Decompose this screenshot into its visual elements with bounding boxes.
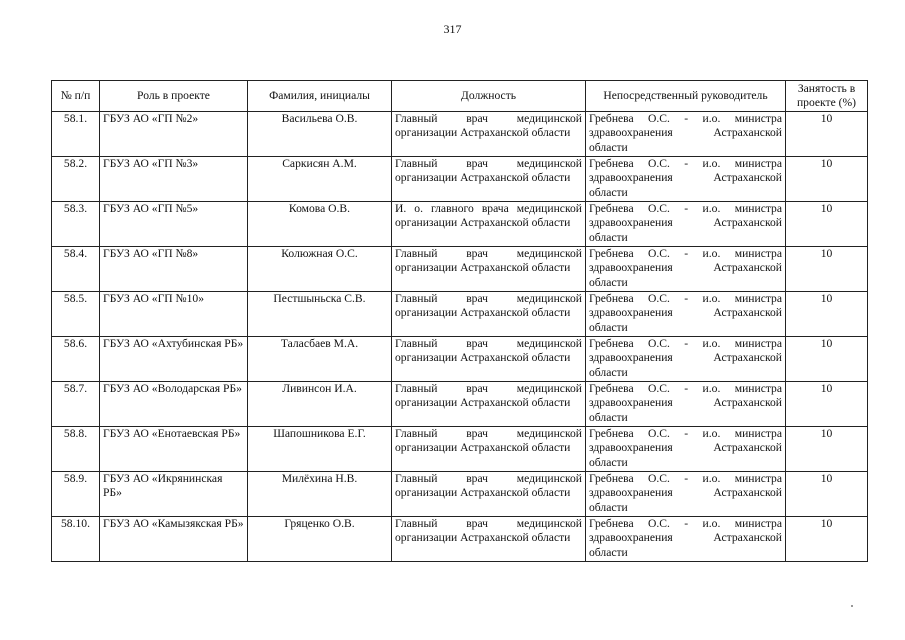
cell-position: Главный врач медицинской организации Астраханской области <box>392 427 586 472</box>
cell-position: Главный врач медицинской организации Астраханской области <box>392 472 586 517</box>
table-row <box>52 112 868 157</box>
cell-num: 58.4. <box>52 247 100 292</box>
cell-supervisor: Гребнева О.С. - и.о. министра здравоохранения Астраханской области <box>586 112 786 157</box>
cell-load: 10 <box>786 517 868 562</box>
cell-load: 10 <box>786 292 868 337</box>
cell-num: 58.2. <box>52 157 100 202</box>
table-body <box>52 112 868 562</box>
cell-role: ГБУЗ АО «Камызякская РБ» <box>100 517 248 562</box>
cell-role: ГБУЗ АО «ГП №10» <box>100 292 248 337</box>
cell-name: Шапошникова Е.Г. <box>248 427 392 472</box>
cell-num: 58.7. <box>52 382 100 427</box>
cell-position: Главный врач медицинской организации Астраханской области <box>392 157 586 202</box>
cell-name: Ливинсон И.А. <box>248 382 392 427</box>
cell-name: Гряценко О.В. <box>248 517 392 562</box>
cell-num: 58.3. <box>52 202 100 247</box>
header-row <box>52 81 868 112</box>
cell-name: Таласбаев М.А. <box>248 337 392 382</box>
header-load: Занятость в проекте (%) <box>786 81 868 112</box>
cell-name: Комова О.В. <box>248 202 392 247</box>
header-supervisor: Непосредственный руководитель <box>586 81 786 112</box>
cell-position: Главный врач медицинской организации Астраханской области <box>392 247 586 292</box>
project-team-table <box>51 80 868 562</box>
cell-num: 58.6. <box>52 337 100 382</box>
cell-num: 58.5. <box>52 292 100 337</box>
cell-role: ГБУЗ АО «Ахтубинская РБ» <box>100 337 248 382</box>
cell-num: 58.1. <box>52 112 100 157</box>
table-row <box>52 517 868 562</box>
cell-role: ГБУЗ АО «ГП №3» <box>100 157 248 202</box>
cell-position: Главный врач медицинской организации Астраханской области <box>392 382 586 427</box>
cell-role: ГБУЗ АО «ГП №8» <box>100 247 248 292</box>
cell-supervisor: Гребнева О.С. - и.о. министра здравоохранения Астраханской области <box>586 382 786 427</box>
stray-mark <box>851 605 853 607</box>
cell-position: И. о. главного врача медицинской организации Астраханской области <box>392 202 586 247</box>
cell-load: 10 <box>786 112 868 157</box>
page-number: 317 <box>443 22 462 36</box>
header-position: Должность <box>392 81 586 112</box>
table-row <box>52 337 868 382</box>
table-row <box>52 427 868 472</box>
table-row <box>52 382 868 427</box>
cell-supervisor: Гребнева О.С. - и.о. министра здравоохранения Астраханской области <box>586 292 786 337</box>
cell-load: 10 <box>786 427 868 472</box>
cell-num: 58.10. <box>52 517 100 562</box>
cell-role: ГБУЗ АО «Икрянинская РБ» <box>100 472 248 517</box>
table-row <box>52 157 868 202</box>
cell-supervisor: Гребнева О.С. - и.о. министра здравоохранения Астраханской области <box>586 337 786 382</box>
cell-name: Пестшыньска С.В. <box>248 292 392 337</box>
cell-role: ГБУЗ АО «Володарская РБ» <box>100 382 248 427</box>
cell-position: Главный врач медицинской организации Астраханской области <box>392 112 586 157</box>
cell-supervisor: Гребнева О.С. - и.о. министра здравоохранения Астраханской области <box>586 472 786 517</box>
cell-supervisor: Гребнева О.С. - и.о. министра здравоохранения Астраханской области <box>586 202 786 247</box>
cell-num: 58.9. <box>52 472 100 517</box>
cell-num: 58.8. <box>52 427 100 472</box>
cell-position: Главный врач медицинской организации Астраханской области <box>392 292 586 337</box>
cell-name: Колюжная О.С. <box>248 247 392 292</box>
table-header <box>52 81 868 112</box>
header-name: Фамилия, инициалы <box>248 81 392 112</box>
table-row <box>52 292 868 337</box>
table-row <box>52 472 868 517</box>
cell-supervisor: Гребнева О.С. - и.о. министра здравоохранения Астраханской области <box>586 427 786 472</box>
cell-supervisor: Гребнева О.С. - и.о. министра здравоохранения Астраханской области <box>586 157 786 202</box>
cell-load: 10 <box>786 382 868 427</box>
cell-supervisor: Гребнева О.С. - и.о. министра здравоохранения Астраханской области <box>586 517 786 562</box>
header-role: Роль в проекте <box>100 81 248 112</box>
header-num: № п/п <box>52 81 100 112</box>
cell-load: 10 <box>786 202 868 247</box>
cell-supervisor: Гребнева О.С. - и.о. министра здравоохранения Астраханской области <box>586 247 786 292</box>
table-row <box>52 202 868 247</box>
cell-load: 10 <box>786 337 868 382</box>
cell-load: 10 <box>786 247 868 292</box>
cell-name: Васильева О.В. <box>248 112 392 157</box>
cell-position: Главный врач медицинской организации Астраханской области <box>392 517 586 562</box>
cell-role: ГБУЗ АО «ГП №2» <box>100 112 248 157</box>
cell-load: 10 <box>786 157 868 202</box>
cell-role: ГБУЗ АО «Енотаевская РБ» <box>100 427 248 472</box>
cell-load: 10 <box>786 472 868 517</box>
cell-position: Главный врач медицинской организации Астраханской области <box>392 337 586 382</box>
table-row <box>52 247 868 292</box>
cell-role: ГБУЗ АО «ГП №5» <box>100 202 248 247</box>
cell-name: Саркисян А.М. <box>248 157 392 202</box>
cell-name: Милёхина Н.В. <box>248 472 392 517</box>
